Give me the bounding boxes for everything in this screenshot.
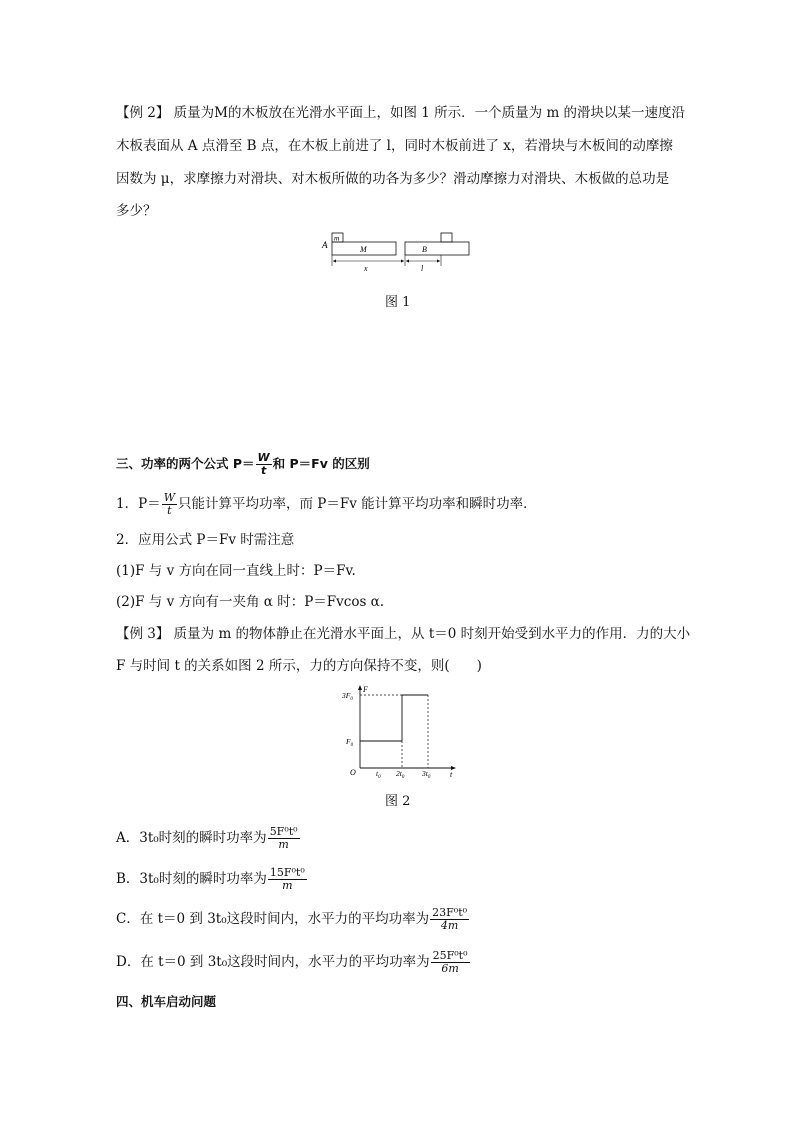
fig1-label-A: A <box>322 240 328 250</box>
fig2-tick-t0: $t_0$ <box>376 769 381 780</box>
fig1-slider-end <box>441 233 452 242</box>
example2-line1: 【例 2】 质量为M的木板放在光滑水平面上，如图 1 所示．一个质量为 m 的滑块以某一速度沿 <box>116 105 686 121</box>
fig1-label-x: x <box>364 264 368 273</box>
section3-point2: 2．应用公式 P＝Fv 时需注意 <box>116 532 295 548</box>
example3-line1: 【例 3】 质量为 m 的物体静止在光滑水平面上，从 t＝0 时刻开始受到水平力的作用．力的大小 <box>116 626 691 642</box>
fig1-label-M: M <box>360 245 367 254</box>
section4-heading: 四、机车启动问题 <box>116 994 217 1009</box>
figure2-caption: 图 2 <box>385 794 411 809</box>
fig1-label-m: m <box>334 233 340 243</box>
section3-heading: 三、功率的两个公式 P＝ $\frac{W}{t}$ 和 P＝Fv 的区别 <box>116 451 370 477</box>
section3-point3: (1)F 与 v 方向在同一直线上时：P＝Fv. <box>116 563 356 579</box>
option-C: C．在 t＝0 到 3t₀这段时间内，水平力的平均功率为 $\frac{\text{23F⁰t⁰}}{4m}$ <box>116 906 468 932</box>
example3-line2: F 与时间 t 的关系如图 2 所示，力的方向保持不变，则( ) <box>116 658 482 674</box>
option-D: D．在 t＝0 到 3t₀这段时间内，水平力的平均功率为 $\frac{\text{25F⁰t⁰}}{6m}$ <box>116 949 468 975</box>
fig2-axis-label-F: F <box>363 685 368 694</box>
fig2-tick-F0: $F_0$ <box>346 737 354 748</box>
fig2-tick-3F0: $3F_0$ <box>342 691 353 702</box>
fig1-label-B: B <box>422 245 427 254</box>
example2-line2: 木板表面从 A 点滑至 B 点，在木板上前进了 l，同时木板前进了 x，若滑块与木板间的动摩擦 <box>116 138 673 154</box>
option-B: B．3t₀时刻的瞬时功率为 $\frac{\text{15F⁰t⁰}}{m}$ <box>116 866 305 892</box>
section3-point4: (2)F 与 v 方向有一夹角 α 时：P＝Fvcos α. <box>116 594 385 610</box>
example2-line4: 多少？ <box>116 203 157 219</box>
fig2-tick-3t0: $3t_0$ <box>422 769 431 780</box>
fig2-tick-2t0: $2t_0$ <box>396 769 405 780</box>
example2-line3: 因数为 μ，求摩擦力对滑块、对木板所做的功各为多少？滑动摩擦力对滑块、木板做的总功是 <box>116 171 670 187</box>
option-A: A．3t₀时刻的瞬时功率为 $\frac{\text{5F⁰t⁰}}{m}$ <box>116 825 298 851</box>
section3-point1: 1．P＝ $\frac{W}{t}$ 只能计算平均功率，而 P＝Fv 能计算平均功率和瞬时功率． <box>116 491 537 517</box>
fig2-axis-label-t: t <box>450 770 453 779</box>
figure2-chart <box>338 682 466 782</box>
figure1-diagram <box>318 228 478 280</box>
fig1-board-end <box>405 242 469 255</box>
fig2-origin-label: O <box>350 768 356 777</box>
fig1-label-l: l <box>421 264 424 273</box>
figure1-caption: 图 1 <box>385 295 411 310</box>
